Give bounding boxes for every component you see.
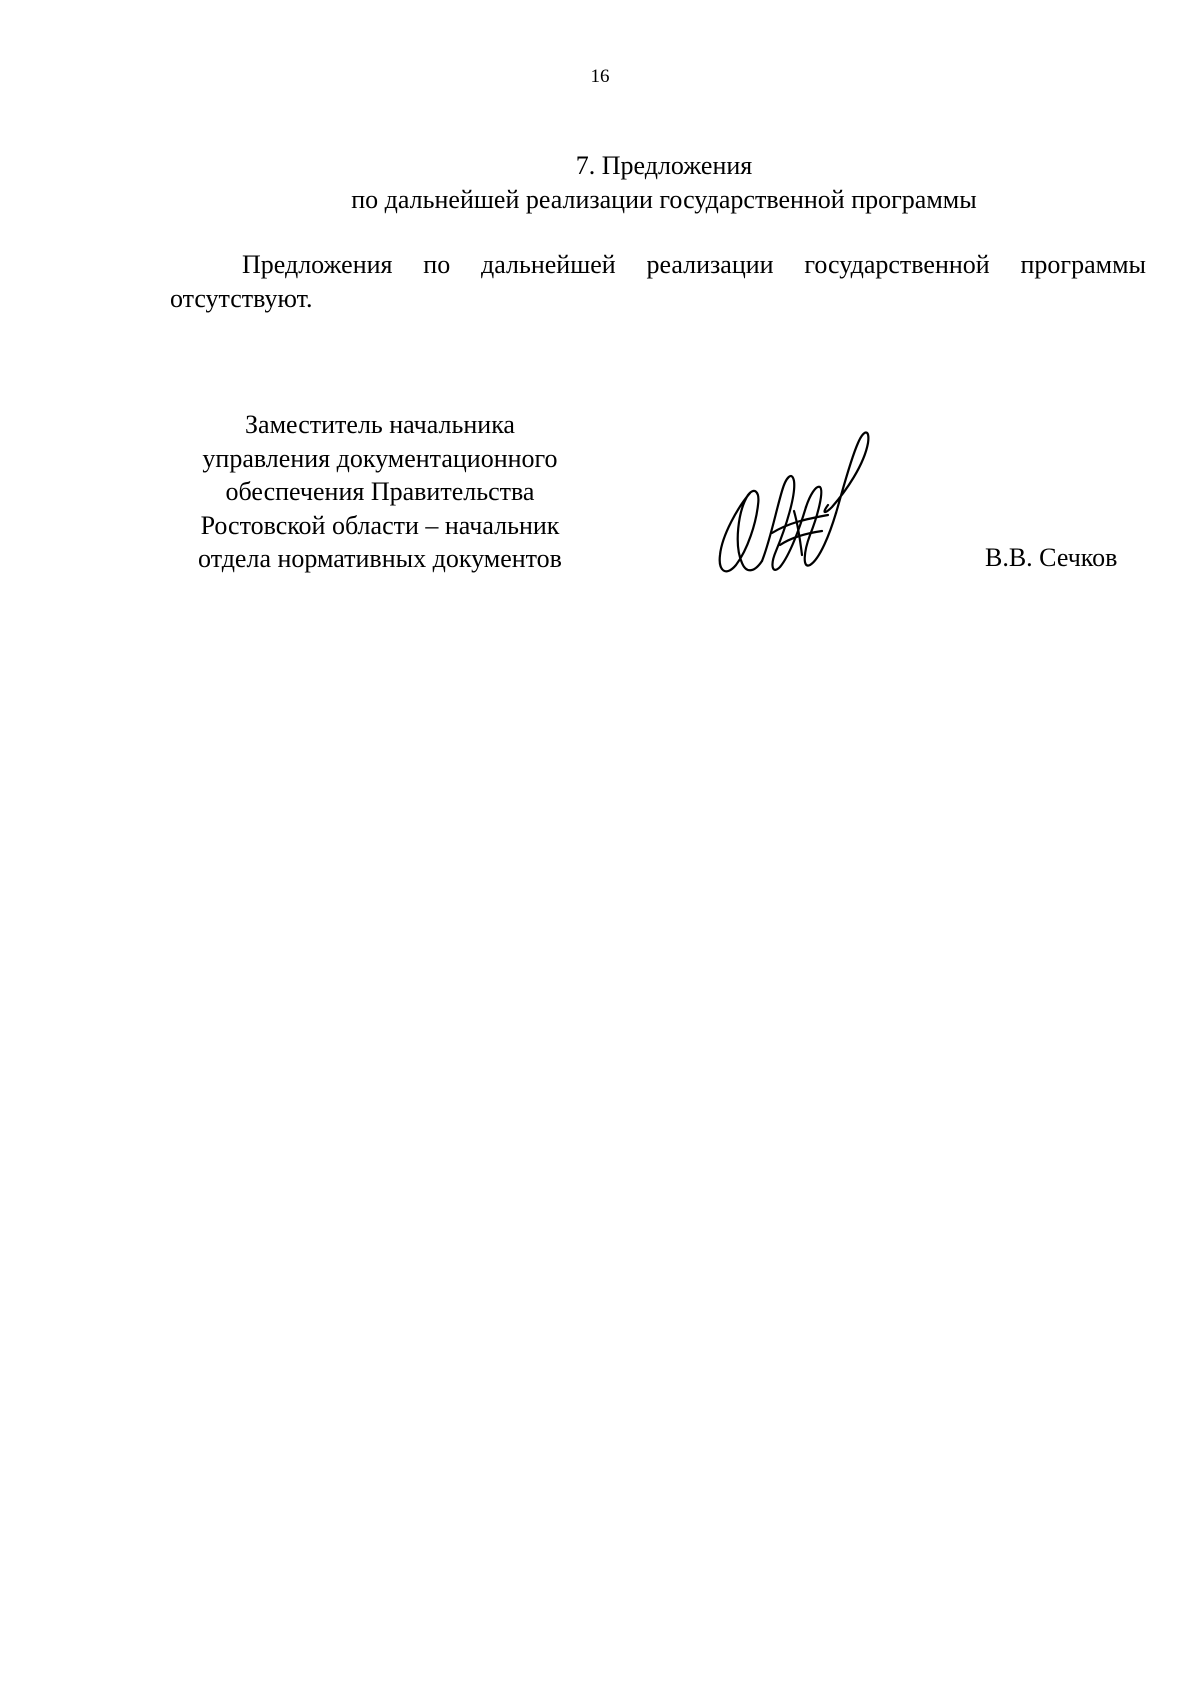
signatory-position-line-4: Ростовской области – начальник (200, 510, 560, 540)
section-heading-line-1: 7. Предложения (575, 151, 753, 180)
page-number: 16 (590, 66, 610, 87)
body-paragraph (170, 248, 1146, 316)
signatory-position-line-5: отдела нормативных документов (198, 544, 562, 573)
body-paragraph-line-1: Предложения по дальнейшей реализации государственной программы (242, 250, 1146, 279)
section-heading-line-2: по дальнейшей реализации государственной программы (351, 185, 977, 214)
section-heading (170, 149, 1158, 217)
signatory-position-line-1: Заместитель начальника (245, 410, 515, 439)
signatory-position (170, 408, 590, 576)
handwritten-signature (710, 415, 880, 585)
body-paragraph-line-2: отсутствуют. (170, 284, 313, 313)
signatory-position-line-2: управления документационного (202, 443, 558, 473)
signatory-position-line-3: обеспечения Правительства (225, 477, 535, 506)
signatory-name: В.В. Сечков (985, 543, 1118, 572)
